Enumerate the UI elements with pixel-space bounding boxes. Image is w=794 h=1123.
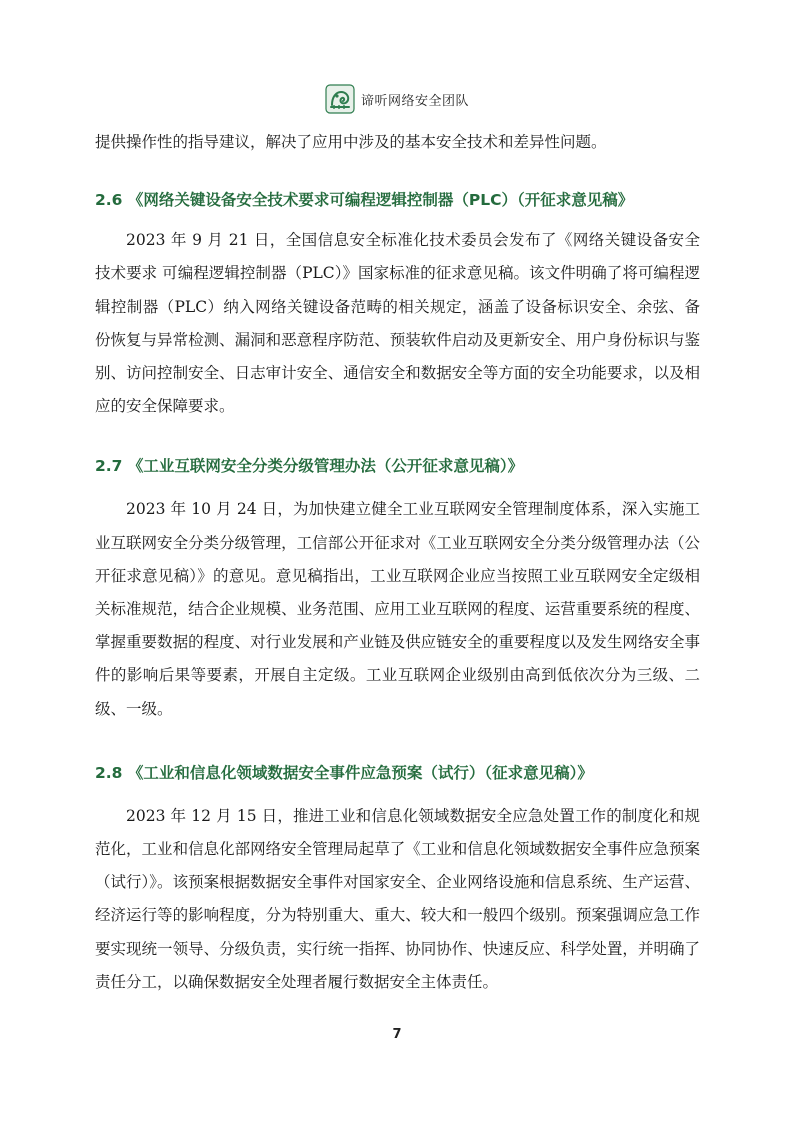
section-2-7-heading: 2.7 《工业互联网安全分类分级管理办法（公开征求意见稿）》 bbox=[95, 457, 524, 476]
section-2-6-heading: 2.6 《网络关键设备安全技术要求可编程逻辑控制器（PLC）（开征求意见稿》 bbox=[95, 191, 634, 210]
section-2-7-body: 2023 年 10 月 24 日，为加快建立健全工业互联网安全管理制度体系，深入实施工业互联网安全分类分级管理，工信部公开征求对《工业互联网安全分类分级管理办法（公开征求意见稿）》的意见。意见稿指出，工业互联网企业应当按照工业互联网安全定级相关标准规范，结合企业规模、业务范围、应用工业互联网的程度、运营重要系统的程度、掌握重要数据的程度、对行业发展和产业链及供应链安全的重要程度以及发生网络安全事件的影响后果等要素，开展自主定级。工业互联网企业级别由高到低依次分为三级、二级、一级。 bbox=[95, 500, 700, 718]
section-2-6-body: 2023 年 9 月 21 日，全国信息安全标准化技术委员会发布了《网络关键设备安全技术要求 可编程逻辑控制器（PLC）》国家标准的征求意见稿。该文件明确了将可编程逻辑控制器（PLC）纳入网络关键设备范畴的相关规定，涵盖了设备标识安全、余弦、备份恢复与异常检测、漏洞和恶意程序防范、预装软件启动及更新安全、用户身份标识与鉴别、访问控制安全、日志审计安全、通信安全和数据安全等方面的安全功能要求，以及相应的安全保障要求。 bbox=[95, 231, 700, 416]
section-2-8-heading: 2.8 《工业和信息化领域数据安全事件应急预案（试行）（征求意见稿）》 bbox=[95, 763, 593, 782]
page-number: 7 bbox=[392, 1027, 402, 1042]
header-org-name: 谛听网络安全团队 bbox=[360, 93, 469, 109]
document-body bbox=[95, 126, 700, 999]
page-header bbox=[0, 82, 794, 116]
intro-continuation: 提供操作性的指导建议，解决了应用中涉及的基本安全技术和差异性问题。 bbox=[95, 133, 607, 151]
team-logo-icon bbox=[325, 84, 355, 114]
section-2-8-body: 2023 年 12 月 15 日，推进工业和信息化领域数据安全应急处置工作的制度化和规范化，工业和信息化部网络安全管理局起草了《工业和信息化领域数据安全事件应急预案（试行）》。该预案根据数据安全事件对国家安全、企业网络设施和信息系统、生产运营、经济运行等的影响程度，分为特别重大、重大、较大和一般四个级别。预案强调应急工作要实现统一领导、分级负责，实行统一指挥、协同协作、快速反应、科学处置，并明确了责任分工，以确保数据安全处理者履行数据安全主体责任。 bbox=[95, 806, 700, 991]
